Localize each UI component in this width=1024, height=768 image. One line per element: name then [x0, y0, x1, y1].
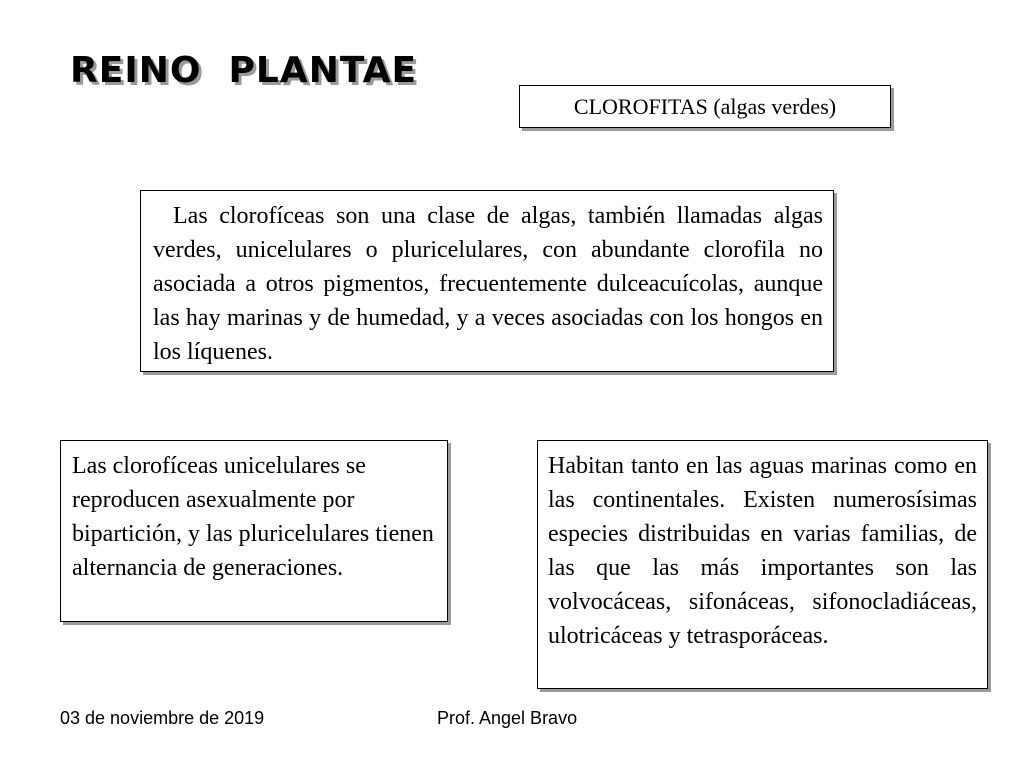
habitat-box [537, 440, 988, 689]
slide-title: REINO PLANTAE [70, 50, 418, 91]
subtitle: CLOROFITAS (algas verdes) [573, 93, 837, 119]
reproduction-box [60, 440, 448, 622]
reproduction-text: Las clorofíceas unicelulares se reproducen asexualmente por bipartición, y las pluricelulares tienen alternancia de generaciones. [72, 453, 434, 581]
footer-author: Prof. Angel Bravo [437, 708, 578, 728]
footer-date: 03 de noviembre de 2019 [60, 708, 265, 728]
subtitle-box [519, 85, 891, 128]
habitat-text: Habitan tanto en las aguas marinas como en las continentales. Existen numerosísimas especies distribuidas en varias familias, de las que las más importantes son las volvocáceas, sifonáceas, sifonocladiáceas, ulotricáceas y tetrasporáceas. [548, 453, 977, 649]
description-box [140, 190, 834, 372]
description-text: Las clorofíceas son una clase de algas, también llamadas algas verdes, unicelulares o pluricelulares, con abundante clorofila no asociada a otros pigmentos, frecuentemente dulceacuícolas, aunque las hay marinas y de humedad, y a veces asociadas con los hongos en los líquenes. [153, 203, 823, 365]
